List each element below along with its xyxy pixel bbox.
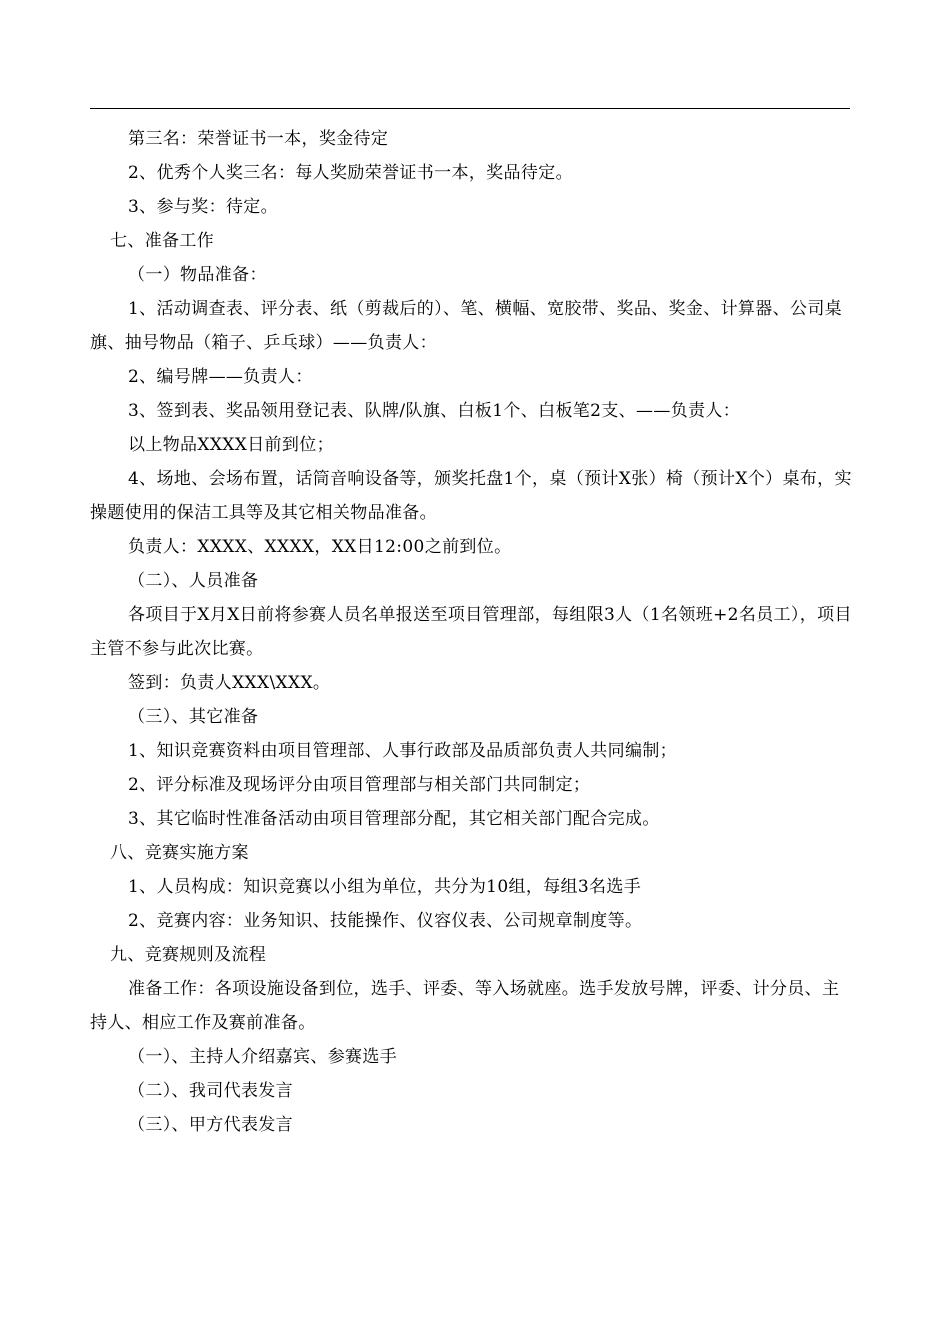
paragraph-participation-award: 3、参与奖：待定。: [128, 197, 278, 217]
paragraph-team-composition: 1、人员构成：知识竞赛以小组为单位，共分为10组，每组3名选手: [128, 877, 642, 897]
paragraph-signin-responsible: 签到：负责人XXX\XXX。: [128, 673, 331, 693]
step-company-speech: （二）、我司代表发言: [128, 1081, 293, 1101]
paragraph-personnel-list: 各项目于X月X日前将参赛人员名单报送至项目管理部，每组限3人（1名领班+2名员工），项目主管不参与此次比赛。: [90, 605, 852, 659]
section-heading-rules-process: 九、竞赛规则及流程: [110, 945, 267, 965]
paragraph-materials-deadline: 以上物品XXXX日前到位；: [128, 435, 334, 455]
document-body: [90, 122, 852, 1142]
subheading-other-preparation: （三）、其它准备: [128, 707, 259, 727]
header-rule: [90, 108, 850, 109]
step-client-speech: （三）、甲方代表发言: [128, 1115, 293, 1135]
paragraph-competition-content: 2、竞赛内容：业务知识、技能操作、仪容仪表、公司规章制度等。: [128, 911, 643, 931]
paragraph-pre-competition: 准备工作：各项设施设备到位，选手、评委、等入场就座。选手发放号牌，评委、计分员、主持人、相应工作及赛前准备。: [90, 979, 840, 1033]
paragraph-quiz-materials: 1、知识竞赛资料由项目管理部、人事行政部及品质部负责人共同编制；: [128, 741, 678, 761]
paragraph-excellent-individual-award: 2、优秀个人奖三名：每人奖励荣誉证书一本，奖品待定。: [128, 163, 573, 183]
step-host-introduction: （一）、主持人介绍嘉宾、参赛选手: [128, 1047, 398, 1067]
section-heading-preparation: 七、准备工作: [110, 231, 215, 251]
subheading-personnel: （二）、人员准备: [128, 571, 259, 591]
paragraph-materials-list: 1、活动调查表、评分表、纸（剪裁后的）、笔、横幅、宽胶带、奖品、奖金、计算器、公司桌旗、抽号物品（箱子、乒乓球）——负责人：: [90, 299, 843, 353]
subheading-materials: （一）物品准备：: [128, 265, 267, 285]
paragraph-venue-setup: 4、场地、会场布置，话筒音响设备等，颁奖托盘1个，桌（预计X张）椅（预计X个）桌布，实操题使用的保洁工具等及其它相关物品准备。: [90, 469, 852, 523]
paragraph-signin-sheets: 3、签到表、奖品领用登记表、队牌/队旗、白板1个、白板笔2支、——负责人：: [128, 401, 741, 421]
paragraph-number-plates: 2、编号牌——负责人：: [128, 367, 313, 387]
paragraph-scoring-standards: 2、评分标准及现场评分由项目管理部与相关部门共同制定；: [128, 775, 591, 795]
section-heading-implementation: 八、竞赛实施方案: [110, 843, 249, 863]
paragraph-venue-responsible: 负责人：XXXX、XXXX，XX日12:00之前到位。: [128, 537, 512, 557]
paragraph-third-prize: 第三名：荣誉证书一本，奖金待定: [128, 129, 389, 149]
paragraph-temporary-activities: 3、其它临时性准备活动由项目管理部分配，其它相关部门配合完成。: [128, 809, 660, 829]
